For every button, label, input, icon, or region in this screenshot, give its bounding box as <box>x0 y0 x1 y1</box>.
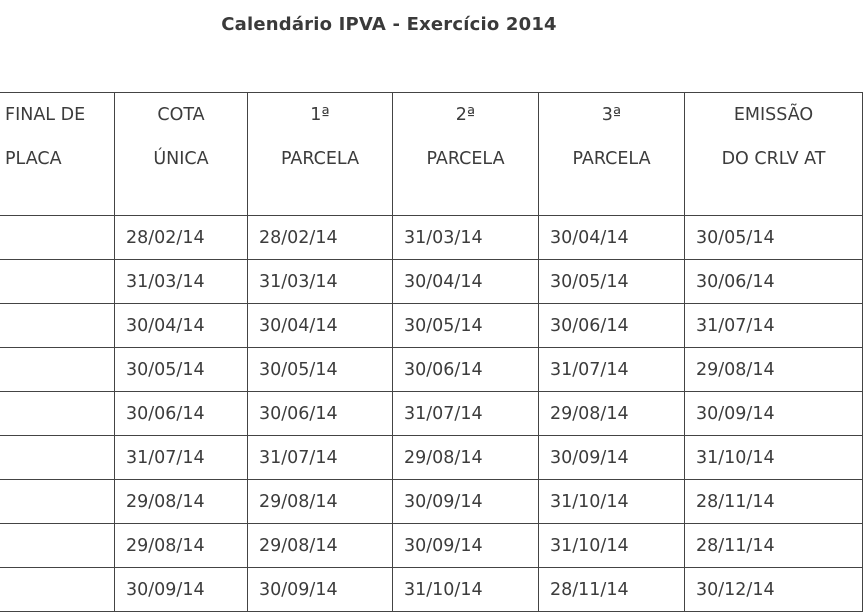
header-line: ÚNICA <box>153 149 209 169</box>
table-row <box>0 260 863 304</box>
header-line: 1ª <box>310 105 330 125</box>
page-title: Calendário IPVA - Exercício 2014 <box>221 14 557 35</box>
date-cell: 31/03/14 <box>393 216 539 260</box>
header-line: PARCELA <box>280 149 360 169</box>
date-cell: 31/07/14 <box>539 348 685 392</box>
ipva-calendar-table <box>0 92 863 612</box>
date-cell: 28/02/14 <box>248 216 393 260</box>
header-line: PLACA <box>5 149 62 169</box>
header-emissao-crlv <box>685 93 863 216</box>
table-row <box>0 436 863 480</box>
plate-ending-cell <box>0 260 115 304</box>
table-row <box>0 348 863 392</box>
date-cell: 30/05/14 <box>393 304 539 348</box>
date-cell: 29/08/14 <box>393 436 539 480</box>
date-cell: 31/10/14 <box>539 480 685 524</box>
date-cell: 28/11/14 <box>539 568 685 612</box>
date-cell: 31/10/14 <box>539 524 685 568</box>
date-cell: 30/04/14 <box>248 304 393 348</box>
header-line: EMISSÃO <box>733 105 814 125</box>
date-cell: 30/05/14 <box>685 216 863 260</box>
date-cell: 30/04/14 <box>115 304 248 348</box>
plate-ending-cell <box>0 348 115 392</box>
date-cell: 30/09/14 <box>685 392 863 436</box>
date-cell: 30/04/14 <box>393 260 539 304</box>
date-cell: 31/07/14 <box>685 304 863 348</box>
table-row <box>0 392 863 436</box>
date-cell: 29/08/14 <box>115 524 248 568</box>
table-row <box>0 304 863 348</box>
table-row <box>0 524 863 568</box>
plate-ending-cell <box>0 304 115 348</box>
date-cell: 29/08/14 <box>248 524 393 568</box>
header-cota-unica <box>115 93 248 216</box>
header-line: COTA <box>157 105 205 125</box>
date-cell: 30/09/14 <box>393 524 539 568</box>
date-cell: 31/07/14 <box>393 392 539 436</box>
date-cell: 31/07/14 <box>115 436 248 480</box>
header-1a-parcela <box>248 93 393 216</box>
plate-ending-cell <box>0 524 115 568</box>
date-cell: 30/09/14 <box>115 568 248 612</box>
date-cell: 28/02/14 <box>115 216 248 260</box>
date-cell: 30/09/14 <box>393 480 539 524</box>
header-final-de-placa <box>0 93 115 216</box>
date-cell: 30/04/14 <box>539 216 685 260</box>
date-cell: 30/06/14 <box>539 304 685 348</box>
table-row <box>0 216 863 260</box>
date-cell: 31/07/14 <box>248 436 393 480</box>
date-cell: 30/09/14 <box>248 568 393 612</box>
date-cell: 29/08/14 <box>539 392 685 436</box>
date-cell: 29/08/14 <box>685 348 863 392</box>
header-line: FINAL DE <box>5 105 86 125</box>
plate-ending-cell <box>0 568 115 612</box>
date-cell: 30/06/14 <box>248 392 393 436</box>
date-cell: 28/11/14 <box>685 524 863 568</box>
date-cell: 31/03/14 <box>248 260 393 304</box>
date-cell: 30/09/14 <box>539 436 685 480</box>
header-2a-parcela <box>393 93 539 216</box>
header-line: PARCELA <box>572 149 651 169</box>
date-cell: 30/05/14 <box>248 348 393 392</box>
date-cell: 30/06/14 <box>685 260 863 304</box>
table-row <box>0 568 863 612</box>
plate-ending-cell <box>0 436 115 480</box>
date-cell: 31/10/14 <box>685 436 863 480</box>
date-cell: 31/10/14 <box>393 568 539 612</box>
date-cell: 29/08/14 <box>248 480 393 524</box>
plate-ending-cell <box>0 392 115 436</box>
date-cell: 30/05/14 <box>115 348 248 392</box>
header-3a-parcela <box>539 93 685 216</box>
date-cell: 30/12/14 <box>685 568 863 612</box>
date-cell: 31/03/14 <box>115 260 248 304</box>
table-row <box>0 480 863 524</box>
header-line: DO CRLV AT <box>721 149 826 169</box>
table-header-row <box>0 93 863 216</box>
date-cell: 30/06/14 <box>115 392 248 436</box>
plate-ending-cell <box>0 480 115 524</box>
header-line: 2ª <box>455 105 476 125</box>
date-cell: 30/05/14 <box>539 260 685 304</box>
date-cell: 28/11/14 <box>685 480 863 524</box>
plate-ending-cell <box>0 216 115 260</box>
date-cell: 30/06/14 <box>393 348 539 392</box>
date-cell: 29/08/14 <box>115 480 248 524</box>
header-line: 3ª <box>601 105 622 125</box>
header-line: PARCELA <box>426 149 505 169</box>
